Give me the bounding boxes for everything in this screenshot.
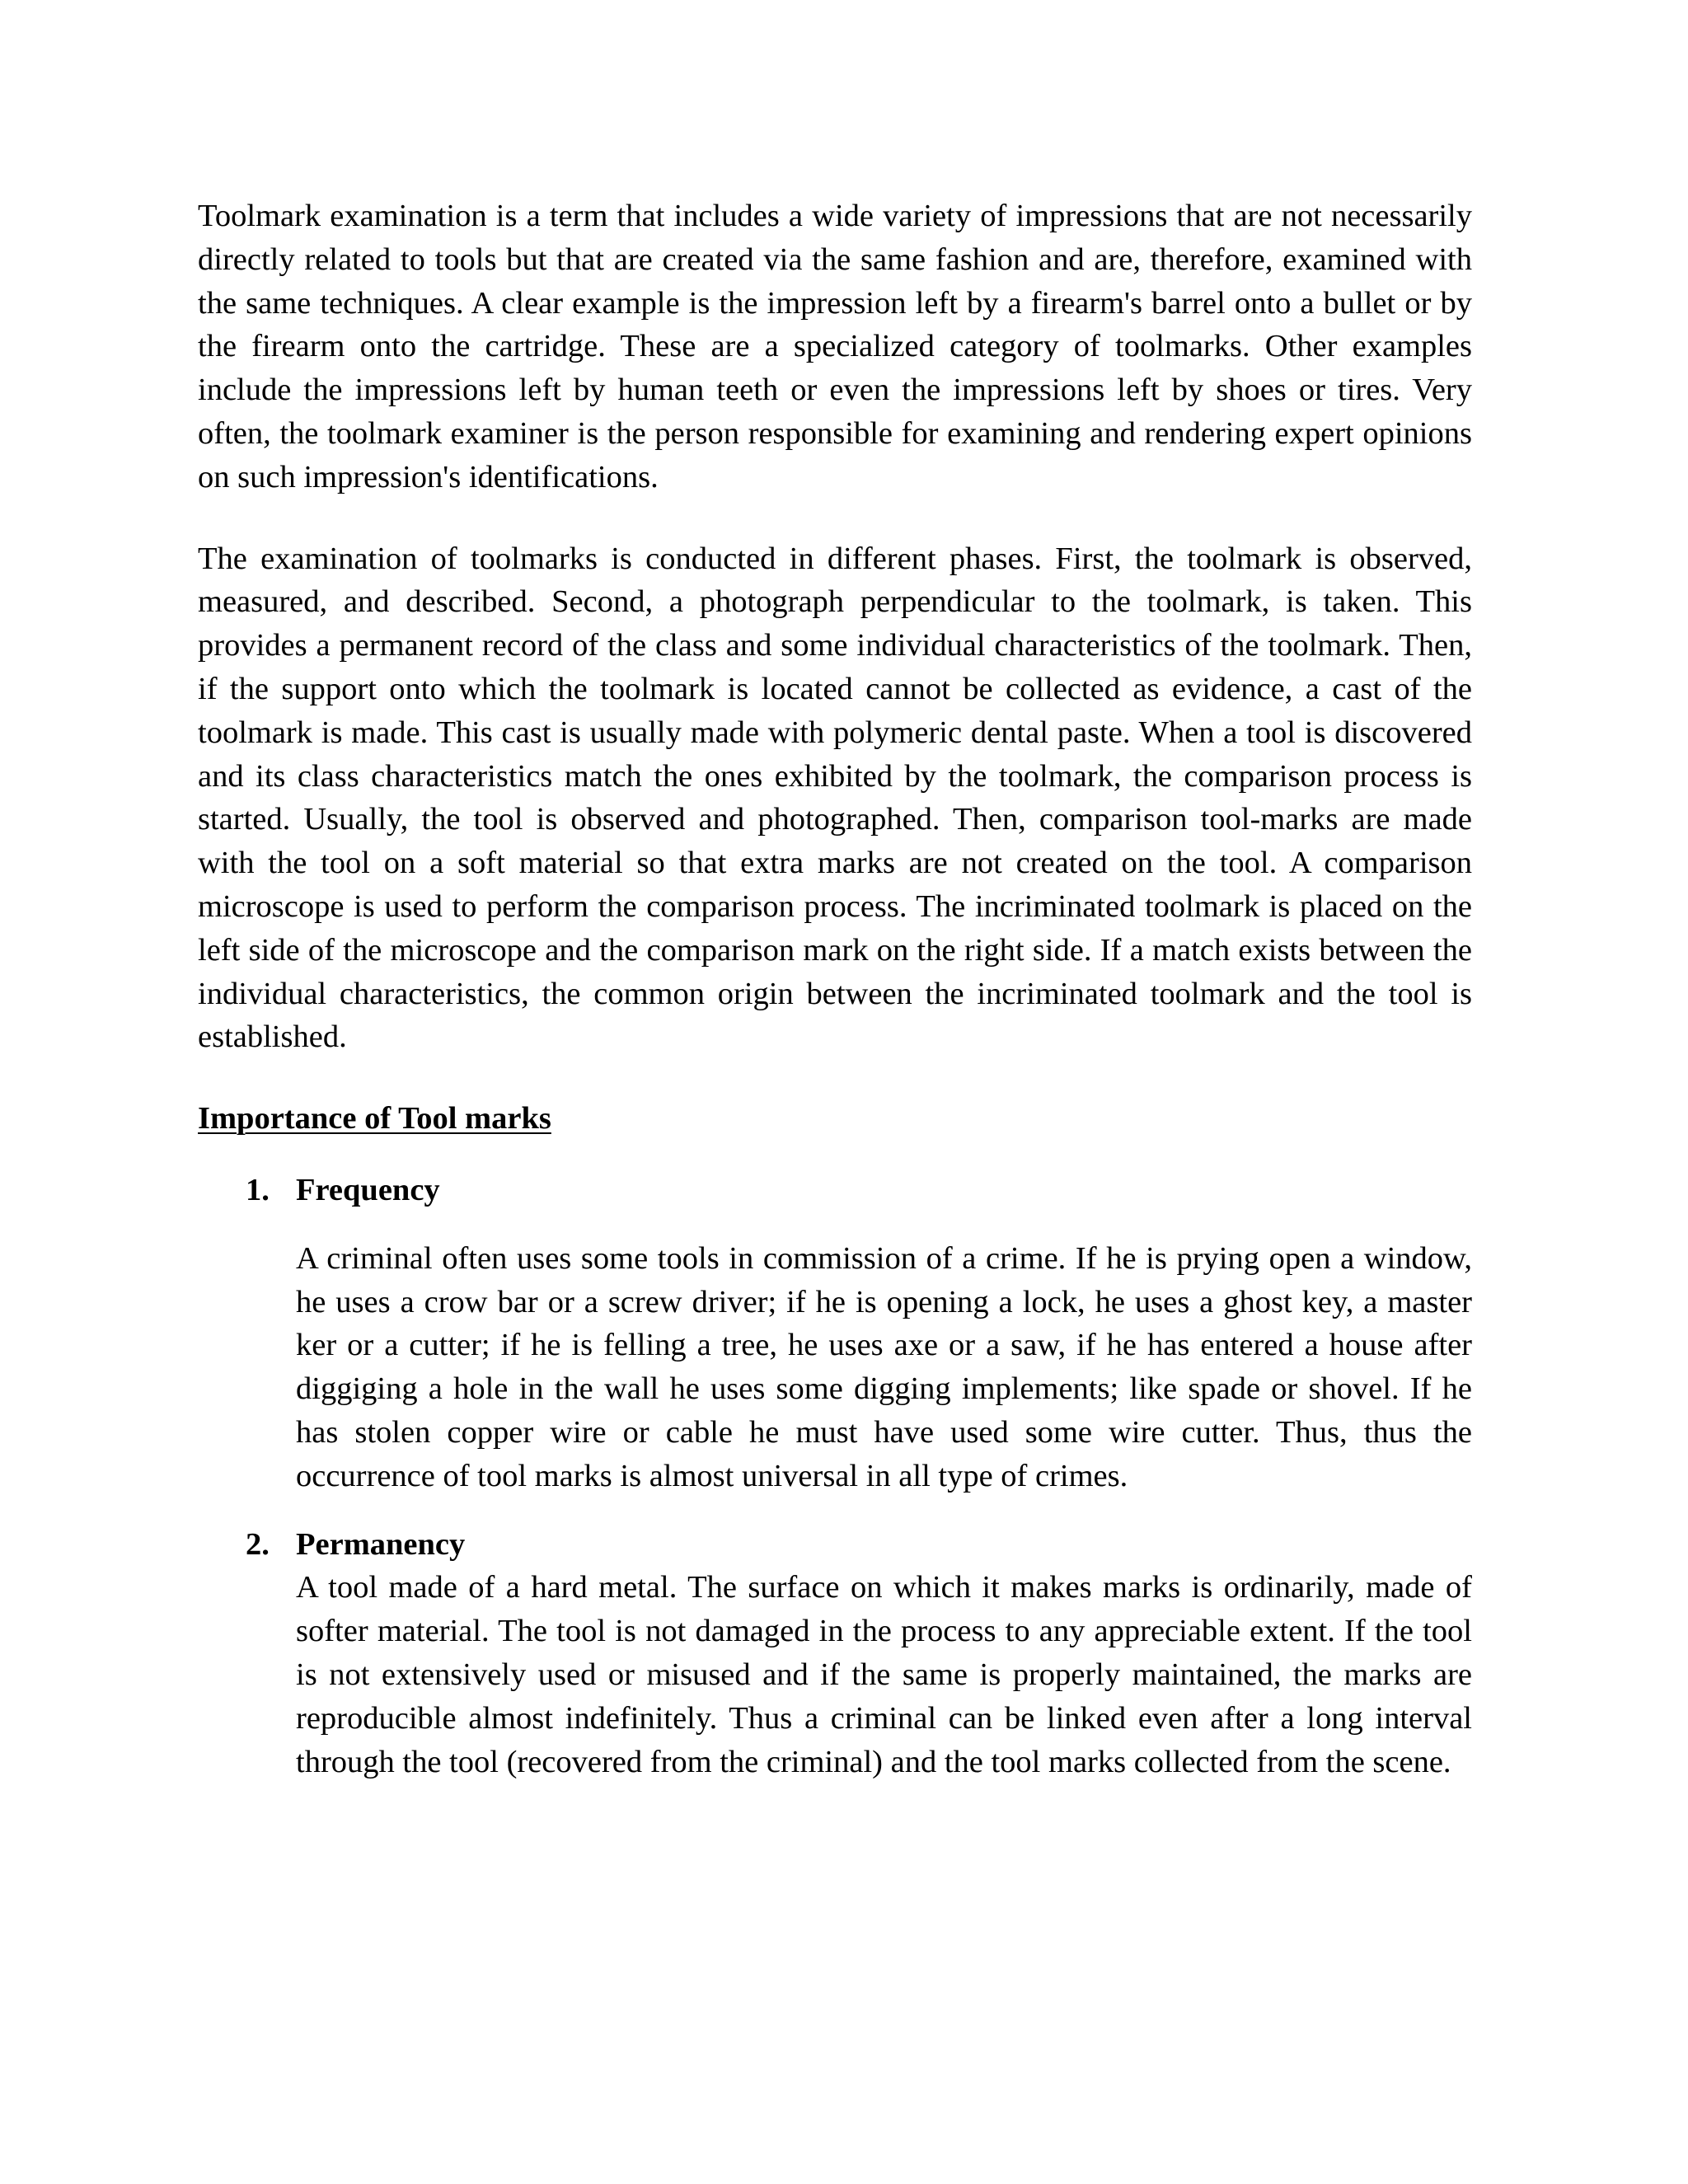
list-item-body: A tool made of a hard metal. The surface on which it makes marks is ordinarily, made of softer material. The tool is not damaged in the process to any appreciable extent. If the tool is not extensively used or misused and if the same is properly maintained, the marks are reproducible almost indefinitely. Thus a criminal can be linked even after a long interval through the tool (recovered from the criminal) and the tool marks collected from the scene. bbox=[296, 1570, 1472, 1779]
section-heading: Importance of Tool marks bbox=[198, 1101, 551, 1137]
list-item-body: A criminal often uses some tools in commission of a crime. If he is prying open a window, he uses a crow bar or a screw driver; if he is opening a lock, he uses a ghost key, a master ker or a cutter; if he is felling a tree, he uses axe or a saw, if he has entered a house after diggiging a hole in the wall he uses some digging implements; like spade or shovel. If he has stolen copper wire or cable he must have used some wire cutter. Thus, thus the occurrence of tool marks is almost universal in all type of crimes. bbox=[296, 1240, 1472, 1493]
list-item-title: Permanency bbox=[296, 1526, 466, 1562]
list-item-title: Frequency bbox=[296, 1172, 440, 1207]
examination-process-paragraph: The examination of toolmarks is conducted in different phases. First, the toolmark is observed, measured, and described. Second, a photograph perpendicular to the toolmark, is taken. This provides a permanent record of the class and some individual characteristics of the toolmark. Then, if the support onto which the toolmark is located cannot be collected as evidence, a cast of the toolmark is made. This cast is usually made with polymeric dental paste. When a tool is discovered and its class characteristics match the ones exhibited by the toolmark, the comparison process is started. Usually, the tool is observed and photographed. Then, comparison tool-marks are made with the tool on a soft material so that extra marks are not created on the tool. A comparison microscope is used to perform the comparison process. The incriminated toolmark is placed on the left side of the microscope and the comparison mark on the right side. If a match exists between the individual characteristics, the common origin between the incriminated toolmark and the tool is established. bbox=[198, 541, 1472, 1055]
list-item-frequency bbox=[198, 1169, 1472, 1498]
list-item-number: 2. bbox=[246, 1526, 270, 1562]
list-item-permanency bbox=[198, 1523, 1472, 1784]
document-page bbox=[198, 194, 1472, 1808]
intro-paragraph: Toolmark examination is a term that includes a wide variety of impressions that are not necessarily directly related to tools but that are created via the same fashion and are, therefore, examined with the same techniques. A clear example is the impression left by a firearm's barrel onto a bullet or by the firearm onto the cartridge. These are a specialized category of toolmarks. Other examples include the impressions left by human teeth or even the impressions left by shoes or tires. Very often, the toolmark examiner is the person responsible for examining and rendering expert opinions on such impression's identifications. bbox=[198, 199, 1472, 494]
list-item-number: 1. bbox=[246, 1172, 270, 1207]
